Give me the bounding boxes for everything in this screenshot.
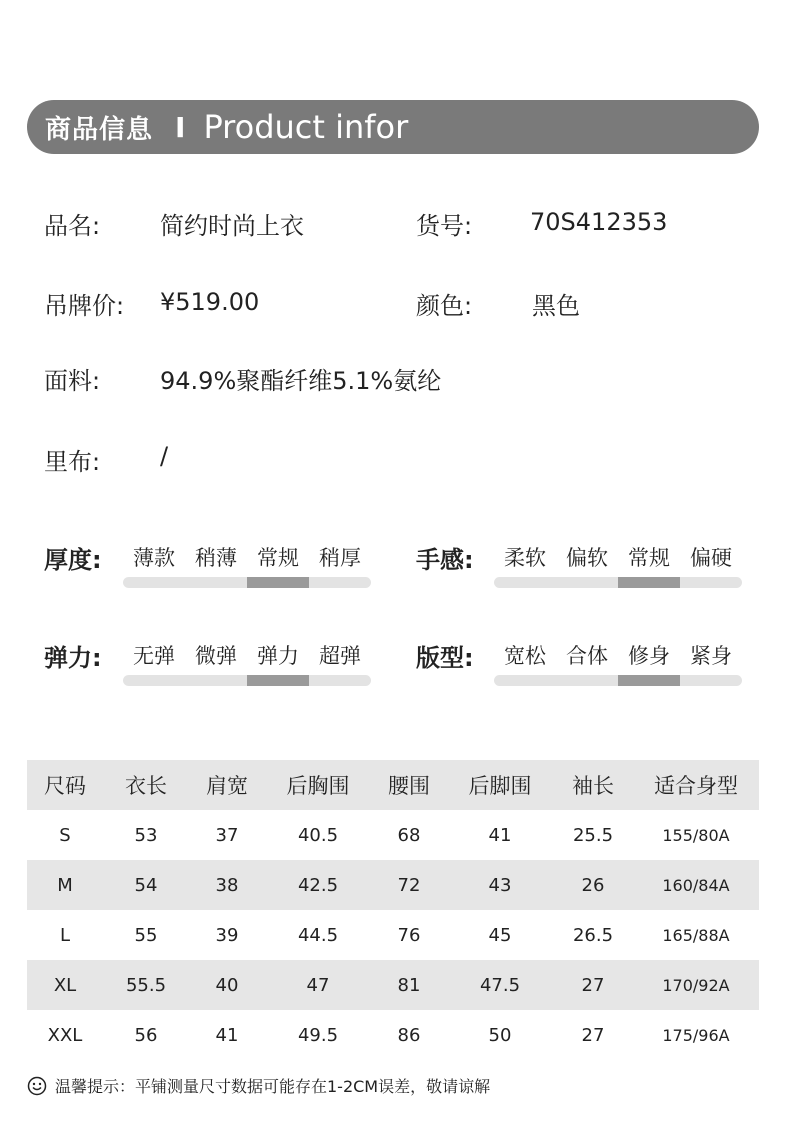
header-title-en: Product infor xyxy=(203,108,409,146)
column-header: 袖长 xyxy=(572,774,614,798)
table-cell: 45 xyxy=(488,924,512,946)
price-value: ¥519.00 xyxy=(160,288,260,316)
table-row xyxy=(27,860,759,910)
attribute-scale-track xyxy=(494,675,742,686)
attribute-scale-track xyxy=(494,577,742,588)
sku-label: 货号: xyxy=(416,212,473,240)
table-cell: 39 xyxy=(215,924,239,946)
table-cell: 37 xyxy=(215,824,239,846)
attribute-scale-indicator xyxy=(618,577,680,588)
attribute-option: 偏软 xyxy=(566,546,608,570)
column-header: 后胸围 xyxy=(286,774,350,798)
footer-note xyxy=(27,1074,490,1097)
attribute-option: 柔软 xyxy=(504,546,546,570)
table-cell: 25.5 xyxy=(572,824,614,846)
attribute-option: 薄款 xyxy=(133,546,175,570)
attribute-option: 紧身 xyxy=(690,644,732,668)
attribute-option: 稍厚 xyxy=(319,546,361,570)
table-cell: 175/96A xyxy=(662,1025,730,1045)
table-cell: 26.5 xyxy=(572,924,614,946)
sku-value: 70S412353 xyxy=(530,208,668,236)
table-cell: 76 xyxy=(397,924,421,946)
column-header: 尺码 xyxy=(44,774,86,798)
table-cell: 155/80A xyxy=(662,825,730,845)
table-cell: 72 xyxy=(397,874,421,896)
attribute-label: 弹力: xyxy=(44,644,102,672)
table-cell: XXL xyxy=(47,1024,83,1046)
attribute-option: 修身 xyxy=(628,644,670,668)
table-cell: 38 xyxy=(215,874,239,896)
table-cell: 41 xyxy=(215,1024,239,1046)
table-cell: 42.5 xyxy=(297,874,339,896)
header-separator: I xyxy=(175,110,186,144)
attribute-scale-indicator xyxy=(247,675,309,686)
attribute-option: 偏硬 xyxy=(690,546,732,570)
smiley-icon xyxy=(27,1076,47,1096)
attribute-option: 宽松 xyxy=(504,644,546,668)
table-cell: XL xyxy=(53,974,77,996)
section-header xyxy=(27,100,759,154)
table-cell: 53 xyxy=(134,824,158,846)
table-row xyxy=(27,810,759,860)
table-cell: 27 xyxy=(581,1024,605,1046)
table-cell: 81 xyxy=(397,974,421,996)
attribute-option: 弹力 xyxy=(257,644,299,668)
table-cell: 86 xyxy=(397,1024,421,1046)
table-cell: 49.5 xyxy=(297,1024,339,1046)
table-row xyxy=(27,910,759,960)
table-cell: 44.5 xyxy=(297,924,339,946)
table-cell: 55.5 xyxy=(125,974,167,996)
lining-value: / xyxy=(160,442,169,470)
lining-label: 里布: xyxy=(44,448,101,476)
table-cell: M xyxy=(57,874,73,896)
column-header: 肩宽 xyxy=(206,774,248,798)
table-cell: 54 xyxy=(134,874,158,896)
fabric-value: 94.9%聚酯纤维5.1%氨纶 xyxy=(160,367,442,395)
price-label: 吊牌价: xyxy=(44,292,125,320)
color-label: 颜色: xyxy=(416,292,473,320)
table-cell: 68 xyxy=(397,824,421,846)
attribute-scale-track xyxy=(123,675,371,686)
attribute-option: 常规 xyxy=(628,546,670,570)
table-cell: 26 xyxy=(581,874,605,896)
fabric-label: 面料: xyxy=(44,367,101,395)
table-cell: S xyxy=(59,824,71,846)
footer-note-text: 温馨提示：平铺测量尺寸数据可能存在1-2CM误差，敬请谅解 xyxy=(55,1077,491,1096)
table-cell: 47 xyxy=(306,974,330,996)
size-table xyxy=(27,760,759,1060)
color-value: 黑色 xyxy=(532,292,580,320)
table-cell: 50 xyxy=(488,1024,512,1046)
table-row xyxy=(27,1010,759,1060)
table-cell: 41 xyxy=(488,824,512,846)
table-cell: 40.5 xyxy=(297,824,339,846)
table-header-row xyxy=(27,760,759,810)
attribute-label: 版型: xyxy=(416,644,474,672)
column-header: 后脚围 xyxy=(468,774,532,798)
attribute-option: 超弹 xyxy=(319,644,361,668)
table-cell: 170/92A xyxy=(662,975,730,995)
attribute-label: 手感: xyxy=(416,546,474,574)
column-header: 适合身型 xyxy=(654,774,738,798)
column-header: 衣长 xyxy=(125,774,167,798)
attribute-scale-track xyxy=(123,577,371,588)
table-cell: 40 xyxy=(215,974,239,996)
column-header: 腰围 xyxy=(388,774,430,798)
table-cell: 27 xyxy=(581,974,605,996)
name-label: 品名: xyxy=(44,212,101,240)
attribute-option: 微弹 xyxy=(195,644,237,668)
attribute-option: 稍薄 xyxy=(195,546,237,570)
attribute-scale-indicator xyxy=(618,675,680,686)
attribute-scale-indicator xyxy=(247,577,309,588)
attribute-option: 无弹 xyxy=(133,644,175,668)
table-cell: L xyxy=(59,924,71,946)
table-cell: 56 xyxy=(134,1024,158,1046)
table-cell: 160/84A xyxy=(662,875,730,895)
table-cell: 43 xyxy=(488,874,512,896)
attribute-option: 合体 xyxy=(566,644,608,668)
table-cell: 165/88A xyxy=(662,925,730,945)
header-title-cn: 商品信息 xyxy=(45,114,154,145)
attribute-label: 厚度: xyxy=(44,546,102,574)
table-cell: 55 xyxy=(134,924,158,946)
table-cell: 47.5 xyxy=(479,974,521,996)
name-value: 简约时尚上衣 xyxy=(160,212,304,240)
attribute-option: 常规 xyxy=(257,546,299,570)
table-row xyxy=(27,960,759,1010)
